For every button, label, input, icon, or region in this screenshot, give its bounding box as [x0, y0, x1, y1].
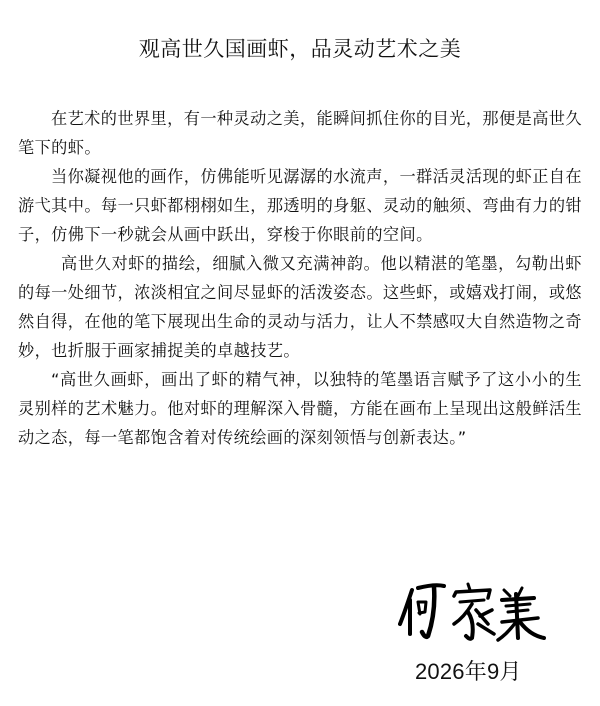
paragraph-1: 在艺术的世界里，有一种灵动之美，能瞬间抓住你的目光，那便是高世久笔下的虾。 — [18, 109, 582, 157]
article-title: 观高世久国画虾，品灵动艺术之美 — [138, 37, 462, 61]
paragraph-3: 高世久对虾的描绘，细腻入微又充满神韵。他以精湛的笔墨，勾勒出虾的每一处细节，浓淡相宜之间尽显虾的活泼姿态。这些虾，或嬉戏打闹，或悠然自得，在他的笔下展现出生命的灵动与活力，让人不禁感叹大自然造物之奇妙，也折服于画家捕捉美的卓越技艺。 — [18, 254, 582, 360]
handwritten-signature — [398, 580, 546, 644]
paragraph-4: “高世久画虾，画出了虾的精气神，以独特的笔墨语言赋予了这小小的生灵别样的艺术魅力。他对虾的理解深入骨髓，方能在画布上呈现出这般鲜活生动之态，每一笔都饱含着对传统绘画的深刻领悟与创新表达。” — [18, 370, 582, 447]
date-line: 2026年9月 — [415, 659, 522, 684]
article-body — [18, 104, 582, 452]
paragraph-2: 当你凝视他的画作，仿佛能听见潺潺的水流声，一群活灵活现的虾正自在游弋其中。每一只虾都栩栩如生，那透明的身躯、灵动的触须、弯曲有力的钳子，仿佛下一秒就会从画中跃出，穿梭于你眼前的空间。 — [18, 167, 582, 244]
